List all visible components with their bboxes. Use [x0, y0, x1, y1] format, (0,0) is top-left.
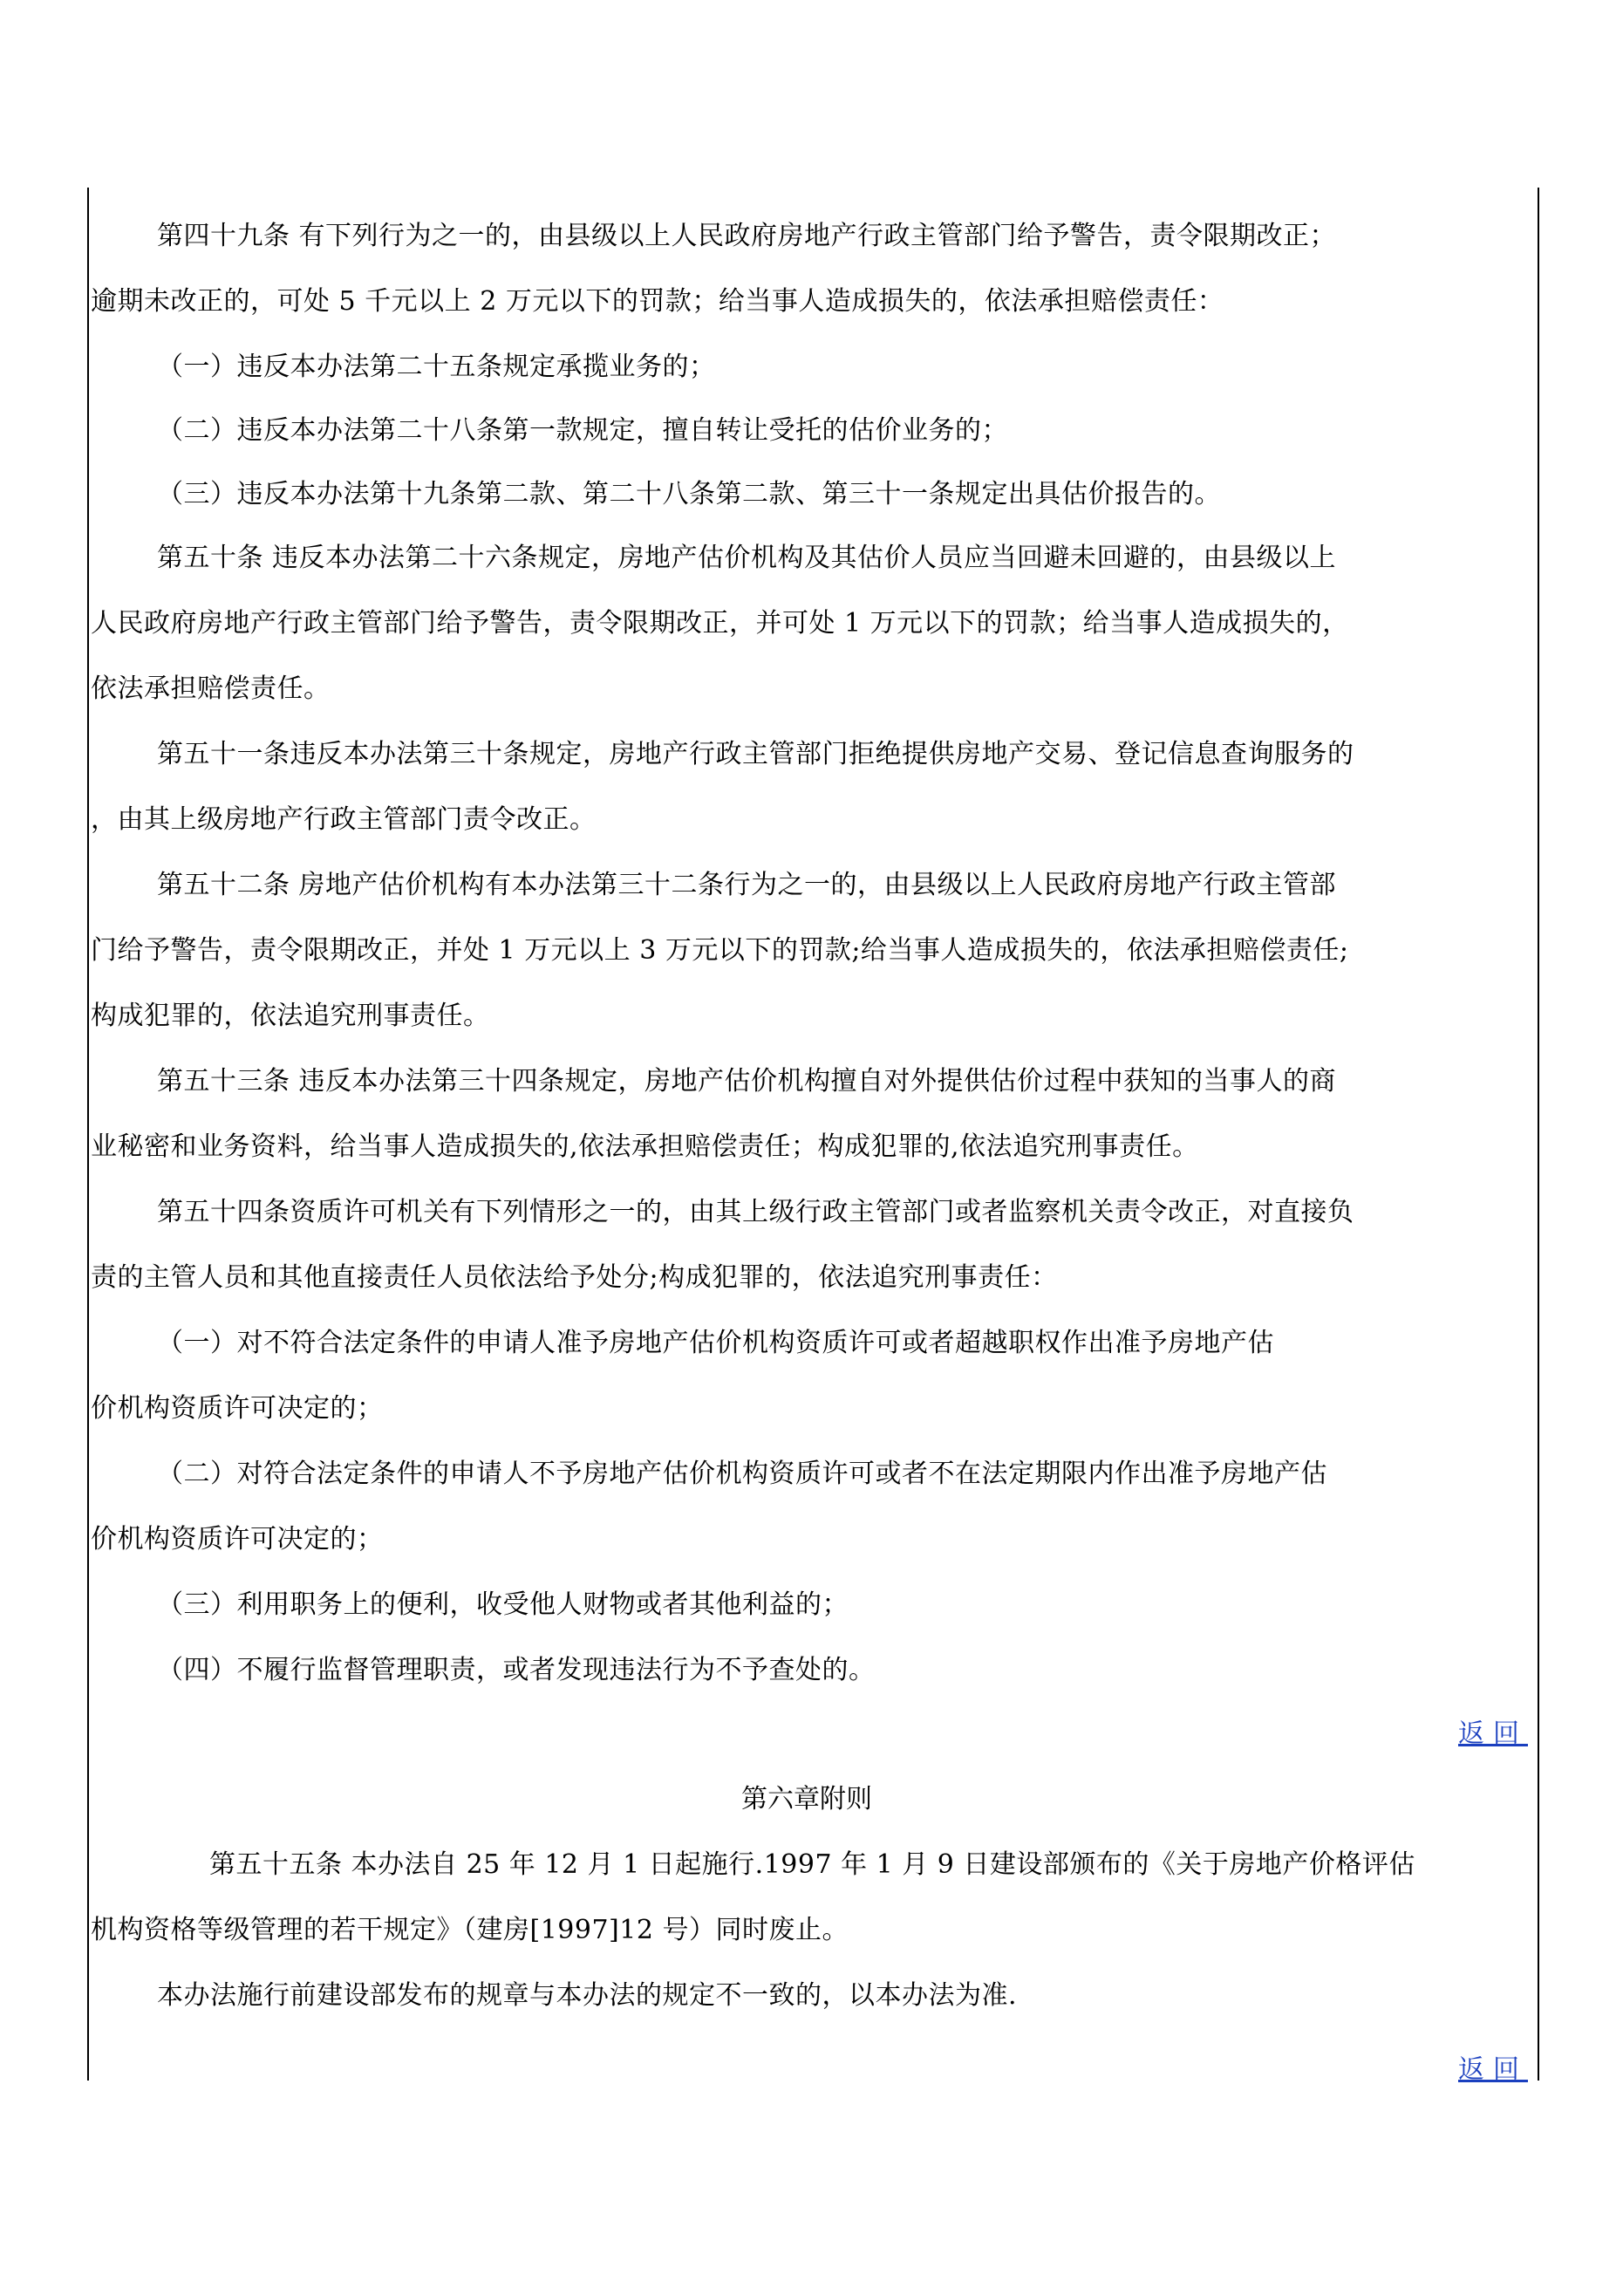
article-54-item-2b: 价机构资质许可决定的；	[91, 1524, 384, 1555]
chapter-6-title: 第六章附则	[741, 1784, 872, 1814]
article-53-line-1: 第五十三条 违反本办法第三十四条规定，房地产估价机构擅自对外提供估价过程中获知的当事人的商	[157, 1066, 1337, 1097]
frame-right-border	[1538, 188, 1539, 2081]
article-50-line-1: 第五十条 违反本办法第二十六条规定，房地产估价机构及其估价人员应当回避未回避的，由县级以上	[157, 543, 1337, 573]
article-52-line-2: 门给予警告，责令限期改正，并处 1 万元以上 3 万元以下的罚款;给当事人造成损失的，依法承担赔偿责任;	[91, 935, 1349, 966]
article-54-item-1b: 价机构资质许可决定的；	[91, 1393, 384, 1424]
article-51-line-2: ，由其上级房地产行政主管部门责令改正。	[91, 804, 597, 835]
article-55-line-3: 本办法施行前建设部发布的规章与本办法的规定不一致的，以本办法为准.	[157, 1980, 1018, 2011]
article-54-item-1a: （一）对不符合法定条件的申请人准予房地产估价机构资质许可或者超越职权作出准予房地产估	[157, 1328, 1274, 1358]
article-54-item-2a: （二）对符合法定条件的申请人不予房地产估价机构资质许可或者不在法定期限内作出准予房地产估	[157, 1459, 1327, 1489]
article-52-line-3: 构成犯罪的，依法追究刑事责任。	[91, 1001, 490, 1031]
article-54-line-2: 责的主管人员和其他直接责任人员依法给予处分;构成犯罪的，依法追究刑事责任：	[91, 1262, 1058, 1293]
article-54-item-4: （四）不履行监督管理职责，或者发现违法行为不予查处的。	[157, 1655, 876, 1685]
article-54-line-1: 第五十四条资质许可机关有下列情形之一的，由其上级行政主管部门或者监察机关责令改正，对直接负	[157, 1197, 1354, 1227]
article-50-line-2: 人民政府房地产行政主管部门给予警告，责令限期改正，并可处 1 万元以下的罚款；给当事人造成损失的，	[91, 608, 1349, 639]
article-53-line-2: 业秘密和业务资料，给当事人造成损失的,依法承担赔偿责任；构成犯罪的,依法追究刑事责任。	[91, 1131, 1199, 1162]
article-49-item-2: （二）违反本办法第二十八条第一款规定，擅自转让受托的估价业务的；	[157, 415, 1008, 446]
article-52-line-1: 第五十二条 房地产估价机构有本办法第三十二条行为之一的，由县级以上人民政府房地产行政主管部	[157, 870, 1337, 900]
article-54-item-3: （三）利用职务上的便利，收受他人财物或者其他利益的；	[157, 1589, 849, 1620]
article-50-line-3: 依法承担赔偿责任。	[91, 673, 331, 704]
article-49-item-1: （一）违反本办法第二十五条规定承揽业务的；	[157, 352, 716, 382]
article-49-line-2: 逾期未改正的，可处 5 千元以上 2 万元以下的罚款；给当事人造成损失的，依法承担赔偿责任：	[91, 286, 1224, 317]
article-49-item-3: （三）违反本办法第十九条第二款、第二十八条第二款、第三十一条规定出具估价报告的。	[157, 479, 1221, 509]
article-55-line-2: 机构资格等级管理的若干规定》（建房[1997]12 号）同时废止。	[91, 1915, 849, 1945]
back-link[interactable]: 返回	[1458, 1719, 1528, 1749]
back-link-bottom[interactable]: 返回	[1458, 2054, 1528, 2085]
article-51-line-1: 第五十一条违反本办法第三十条规定，房地产行政主管部门拒绝提供房地产交易、登记信息查询服务的	[157, 739, 1354, 769]
article-55-line-1: 第五十五条 本办法自 25 年 12 月 1 日起施行.1997 年 1 月 9 日建设部颁布的《关于房地产价格评估	[209, 1849, 1415, 1880]
frame-left-border	[87, 188, 89, 2081]
article-49-line-1: 第四十九条 有下列行为之一的，由县级以上人民政府房地产行政主管部门给予警告，责令限期改正；	[157, 221, 1337, 251]
